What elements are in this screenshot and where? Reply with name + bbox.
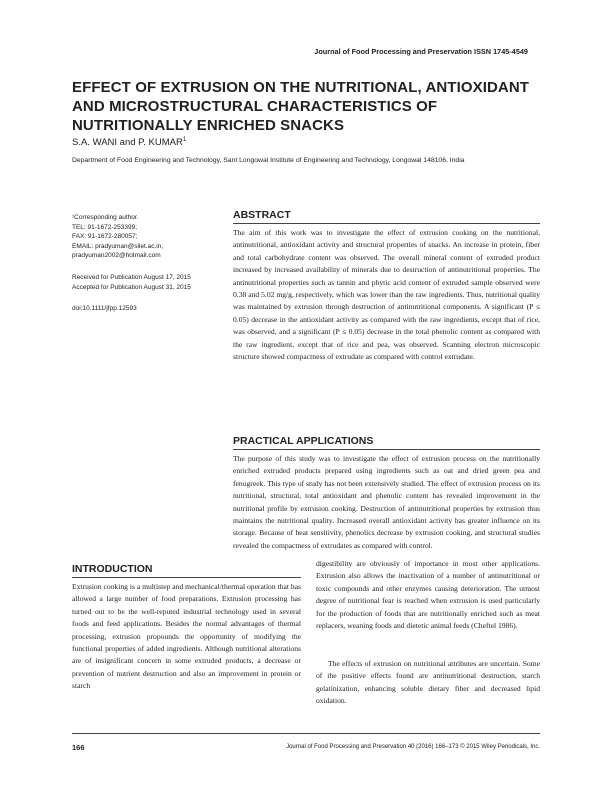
author-marker: 1 xyxy=(182,137,187,143)
journal-header: Journal of Food Processing and Preservation ISSN 1745-4549 xyxy=(314,47,528,56)
affiliation: Department of Food Engineering and Technology, Sant Longowal Institute of Engineering and Technology, Longowal 148106, India xyxy=(72,157,465,164)
author-names: S.A. WANI and P. KUMAR xyxy=(72,137,183,149)
practical-applications-text: The purpose of this study was to investigate the effect of extrusion process on the nutritionally enriched extruded products prepared using ingredients such as oat and dried green pea and fenugreek. This type of study has not been extensively studied. The effect of extrusion process on its nutritional, structural, total antioxidant and phenolic content has revealed improvement in the nutritional profile by extrusion cooking. Destruction of antinutritional properties by extrusion thus maintains the nutritional quality. Increased overall antioxidant activity has greater influence on its storage. Because of heat sensitivity, phenolics decrease by extrusion cooking, and structural studies revealed the compactness of extrudates as compared with control. xyxy=(233,454,540,550)
introduction-rule xyxy=(72,577,301,578)
footer-rule xyxy=(72,733,540,734)
correspondence-block xyxy=(72,213,222,314)
practical-applications-heading: PRACTICAL APPLICATIONS xyxy=(233,435,374,447)
accepted-date: Accepted for Publication August 31, 2015 xyxy=(72,283,191,291)
introduction-heading: INTRODUCTION xyxy=(72,563,153,575)
email-primary: EMAIL: pradyuman@sliet.ac.in, xyxy=(72,242,164,250)
fax: FAX: 91-1672-280057; xyxy=(72,233,138,241)
received-date: Received for Publication August 17, 2015 xyxy=(72,273,191,281)
practical-rule xyxy=(233,449,540,450)
introduction-continued-2: The effects of extrusion on nutritional attributes are uncertain. Some of the positive effects found are antinutritional destruction, starch gelatinization, enhancing soluble dietary fiber and decreased lipid oxidation. xyxy=(316,659,540,706)
paper-title: EFFECT OF EXTRUSION ON THE NUTRITIONAL, ANTIOXIDANT AND MICROSTRUCTURAL CHARACTERISTICS OF NUTRITIONALLY ENRICHED SNACKS xyxy=(72,79,530,134)
doi: doi:10.1111/jfpp.12593 xyxy=(72,305,137,313)
footer-citation: Journal of Food Processing and Preservation 40 (2016) 166–173 © 2015 Wiley Periodicals, Inc. xyxy=(286,744,540,750)
abstract-heading: ABSTRACT xyxy=(233,209,291,221)
introduction-continued: digestibility are obviously of importance in most other applications. Extrusion also allows the inactivation of a number of antinutritional or toxic compounds and other enzymes causing deterioration. The utmost degree of nutritional fear is reached when extrusion is used particularly for the production of foods that are nutritionally enriched such as meat replacers, weaning foods and dietetic animal feeds (Cheftel 1986). xyxy=(316,559,540,631)
author-list xyxy=(72,137,186,148)
page-number: 166 xyxy=(72,743,85,752)
abstract-rule xyxy=(233,223,540,224)
corresponding-author: ¹Corresponding author. xyxy=(72,214,139,221)
telephone: TEL: 91-1672-253399; xyxy=(72,223,138,231)
abstract-text: The aim of this work was to investigate the effect of extrusion cooking on the nutritional, antinutritional, antioxidant activity and structural properties of snacks. An increase in protein, fiber and total carbohydrate content was observed. The overall mineral content of extruded product increased by increased availability of minerals due to destruction of antinutritional properties. The antinutritional properties such as tannin and phytic acid content of extruded sample observed were 0.38 and 5.02 mg/g, respectively, which was lower than the raw ingredients. Thus, nutritional quality was maintained by extrusion through destruction of antinutritional components. A significant (P ≤ 0.05) decrease in the antioxidant activity as compared with the raw ingredients, except that of rice, was observed, and a significant (P ≤ 0.05) decrease in the total phenolic content as compared with the raw ingredient, except that of rice and pea, was observed. Scanning electron microscopic structure showed compactness of extrudate as compared with control extrudate. xyxy=(233,228,540,362)
email-secondary: pradyuman2002@hotmail.com xyxy=(72,252,161,260)
introduction-text: Extrusion cooking is a multistep and mechanical/thermal operation that has allowed a large number of food preparations. Extrusion processing has turned out to be the well-reputed industrial technology used in several foods and feed applications. Besides the normal advantages of thermal processing, extrusion propounds the opportunity of modifying the functional properties of added ingredients. Although nutritional alterations are of insignificant concern in some extruded products, a decrease or prevention of nutrient destruction and also an improvement in protein or starch xyxy=(72,582,301,691)
